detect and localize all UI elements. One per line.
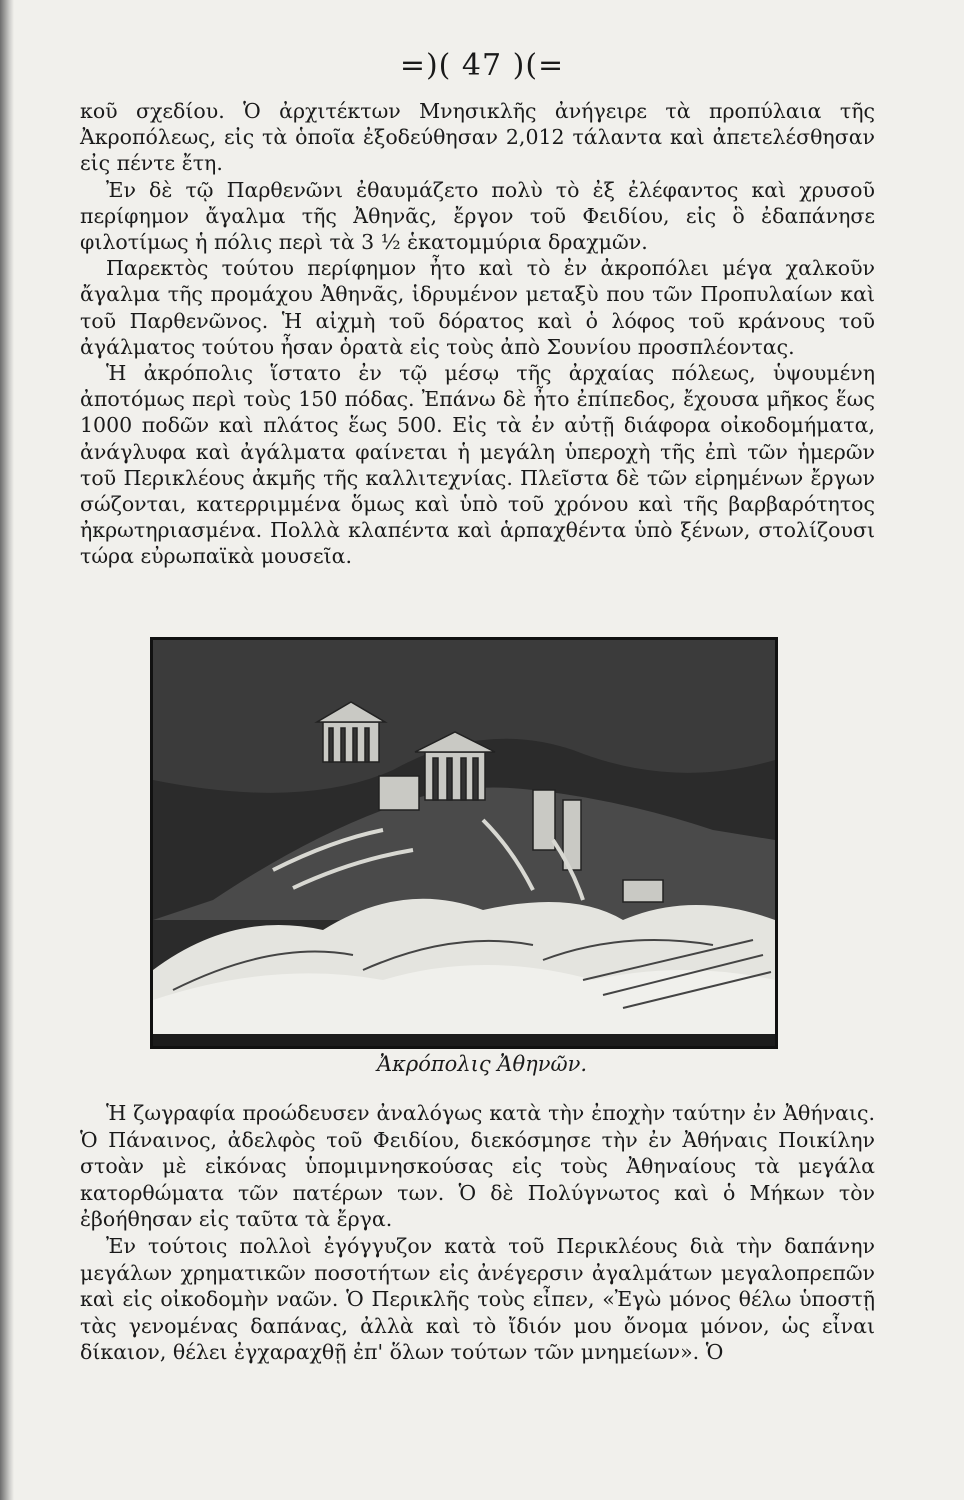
paragraph: Ἐν δὲ τῷ Παρθενῶνι ἐθαυμάζετο πολὺ τὸ ἐξ ἐλέφαντος καὶ χρυσοῦ περίφημον ἄγαλμα τῆς Ἀθηνᾶς, ἔργον τοῦ Φειδίου, εἰς ὃ ἐδαπάνησε φιλοτίμως ἡ πόλις περὶ τὰ 3 ½ ἑκατομμύρια δραχμῶν. — [80, 177, 875, 255]
page-number-header: =)( 47 )(= — [399, 48, 565, 83]
paragraph: Ἡ ἀκρόπολις ἵστατο ἐν τῷ μέσῳ τῆς ἀρχαίας πόλεως, ὑψουμένη ἀποτόμως περὶ τοὺς 150 πόδας. Ἐπάνω δὲ ἦτο ἐπίπεδος, ἔχουσα μῆκος ἕως 1000 ποδῶν καὶ πλάτος ἕως 500. Εἰς τὰ ἐν αὐτῇ διάφορα οἰκοδομήματα, ἀνάγλυφα καὶ ἀγάλματα φαίνεται ἡ μεγάλη ὑπεροχὴ τῆς ἐπὶ τῶν ἡμερῶν τοῦ Περικλέους ἀκμῆς τῆς καλλιτεχνίας. Πλεῖστα δὲ τῶν εἰρημένων ἔργων σώζονται, κατερριμμένα ὅμως καὶ ὑπὸ τοῦ χρόνου καὶ τῆς βαρβαρότητος ἠκρωτηριασμένα. Πολλὰ κλαπέντα καὶ ἁρπαχθέντα ὑπὸ ξένων, στολίζουσι τώρα εὐρωπαϊκὰ μουσεῖα. — [80, 361, 875, 569]
paragraph: Ἡ ζωγραφία προώδευσεν ἀναλόγως κατὰ τὴν ἐποχὴν ταύτην ἐν Ἀθήναις. Ὁ Πάναινος, ἀδελφὸς τοῦ Φειδίου, διεκόσμησε τὴν ἐν Ἀθήναις Ποικίλην στοὰν μὲ εἰκόνας ὑπομιμνησκούσας εἰς τοὺς Ἀθηναίους τὰ μεγάλα κατορθώματα τῶν πατέρων των. Ὁ δὲ Πολύγνωτος καὶ ὁ Μήκων τὸν ἐβοήθησαν εἰς ταῦτα τὰ ἔργα. — [80, 1101, 875, 1232]
binding-shadow — [0, 0, 14, 1500]
figure-caption: Ἀκρόπολις Ἀθηνῶν. — [376, 1052, 588, 1076]
acropolis-woodcut — [150, 637, 778, 1049]
paragraph: Ἐν τούτοις πολλοὶ ἐγόγγυζον κατὰ τοῦ Περικλέους διὰ τὴν δαπάνην μεγάλων χρηματικῶν ποσοτήτων εἰς ἀνέγερσιν ἀγαλμάτων μεγαλοπρεπῶν καὶ εἰς οἰκοδομὴν ναῶν. Ὁ Περικλῆς τοὺς εἶπεν, «Ἐγὼ μόνος θέλω ὑποστῇ τὰς γενομένας δαπάνας, ἀλλὰ καὶ τὸ ἴδιόν μου ὄνομα μόνον, ὡς εἶναι δίκαιον, θέλει ἐγχαραχθῇ ἐπ' ὅλων τούτων τῶν μνημείων». Ὁ — [80, 1233, 875, 1365]
text-block-top — [80, 98, 875, 570]
paragraph: Παρεκτὸς τούτου περίφημον ἦτο καὶ τὸ ἐν ἀκροπόλει μέγα χαλκοῦν ἄγαλμα τῆς προμάχου Ἀθηνᾶς, ἱδρυμένον μεταξὺ που τῶν Προπυλαίων καὶ τοῦ Παρθενῶνος. Ἡ αἰχμὴ τοῦ δόρατος καὶ ὁ λόφος τοῦ κράνους τοῦ ἀγάλματος τούτου ἦσαν ὁρατὰ εἰς τοὺς ἀπὸ Σουνίου προσπλέοντας. — [80, 256, 875, 359]
text-block-bottom — [80, 1100, 875, 1366]
paragraph: κοῦ σχεδίου. Ὁ ἀρχιτέκτων Μνησικλῆς ἀνήγειρε τὰ προπύλαια τῆς Ἀκροπόλεως, εἰς τὰ ὁποῖα ἐξοδεύθησαν 2,012 τάλαντα καὶ ἀπετελέσθησαν εἰς πέντε ἔτη. — [80, 99, 875, 176]
